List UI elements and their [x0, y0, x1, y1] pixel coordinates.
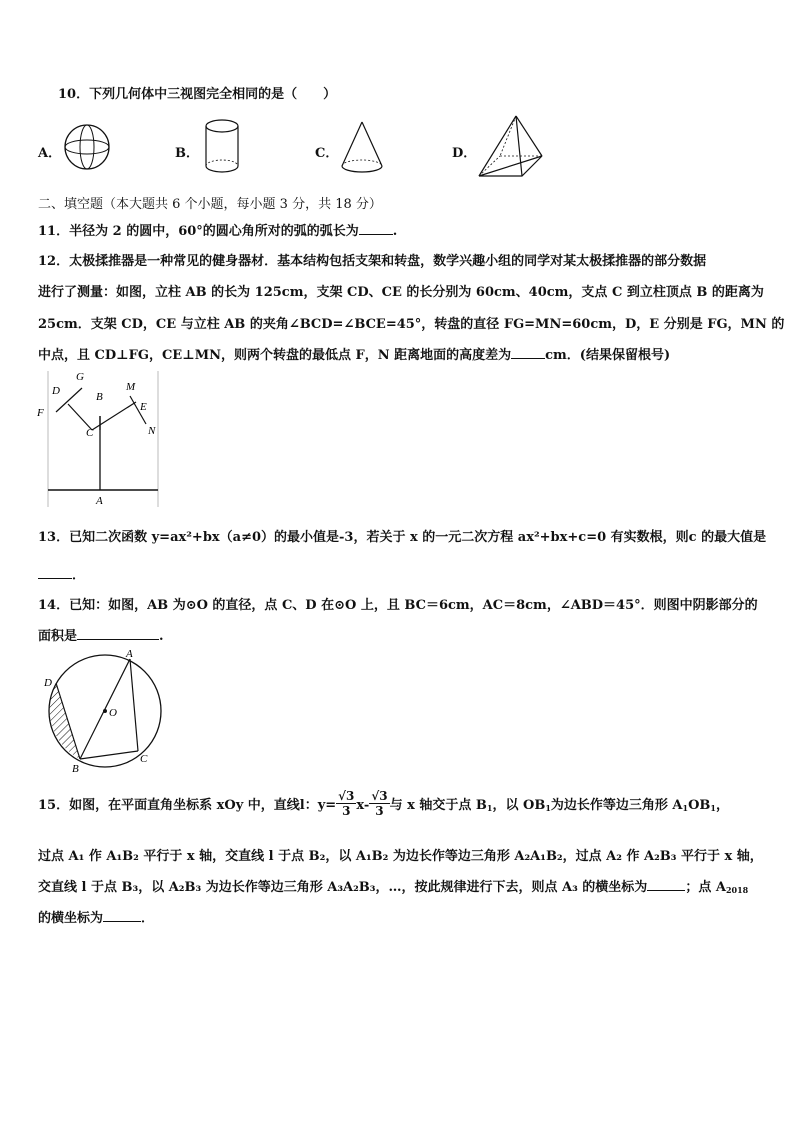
- q15-line-3: [38, 876, 748, 895]
- fig12-label-g: G: [76, 371, 84, 383]
- q12-line-3: 25cm．支架 CD，CE 与立柱 AB 的夹角∠BCD=∠BCE=45°，转盘的直径 FG=MN=60cm，D，E 分别是 FG，MN 的: [38, 317, 785, 332]
- q15-sub-b1: 1: [486, 803, 493, 813]
- fig12-label-b: B: [96, 391, 103, 403]
- q15-sub-a1: 1: [682, 803, 689, 813]
- q15-line-3-text: 交直线 l 于点 B₃，以 A₂B₃ 为边长作等边三角形 A₃A₂B₃，…，按此规律进行下去，则点 A₃ 的横坐标为: [38, 880, 648, 895]
- q15-line-4: [38, 907, 154, 926]
- q15-end: ．: [141, 911, 155, 926]
- fig14-label-o: O: [109, 707, 117, 719]
- fig12-label-a: A: [96, 495, 103, 507]
- fig14-label-c: C: [140, 753, 148, 765]
- q15-post5: ，: [716, 798, 730, 813]
- q13-line-2: [38, 564, 85, 583]
- fig12-label-n: N: [148, 425, 156, 437]
- fig14-label-a: A: [126, 648, 133, 660]
- pyramid-icon: [476, 114, 546, 180]
- q11-end: .: [392, 224, 398, 239]
- section-heading: 二、填空题（本大题共 6 个小题，每小题 3 分，共 18 分）: [38, 197, 382, 212]
- q15-sub-ob1b: 1: [710, 803, 716, 813]
- q14-line-1: 14．已知：如图，AB 为⊙O 的直径，点 C、D 在⊙O 上，且 BC＝6cm，AC＝8cm，∠ABD＝45°．则图中阴影部分的: [38, 598, 758, 613]
- q13-answer-blank[interactable]: [38, 566, 72, 579]
- q15-fraction-2: [369, 789, 389, 818]
- q15-post2: ，以 OB: [492, 798, 546, 813]
- q14-line-2-text: 面积是: [38, 629, 78, 644]
- cylinder-icon: [202, 118, 242, 176]
- sphere-icon: [62, 122, 112, 172]
- q12-tail: cm．(结果保留根号): [545, 348, 671, 363]
- q15-sub-ob1: 1: [545, 803, 551, 813]
- fig14-label-d: D: [44, 677, 52, 689]
- q12-line-2: 进行了测量：如图，立柱 AB 的长为 125cm，支架 CD、CE 的长分别为 60cm、40cm，支点 C 到立柱顶点 B 的距离为: [38, 285, 764, 300]
- q15-frac1-den: 3: [342, 804, 351, 818]
- q15-frac2-den: 3: [375, 804, 384, 818]
- q15-pre: 15．如图，在平面直角坐标系 xOy 中，直线l：y=: [38, 798, 337, 813]
- q11-text: 11．半径为 2 的圆中，60°的圆心角所对的弧的弧长为: [38, 224, 359, 239]
- q12-line-4: [38, 344, 670, 363]
- fig12-label-f: F: [37, 407, 44, 419]
- fig14-label-b: B: [72, 763, 79, 775]
- option-d-label[interactable]: D．: [452, 146, 477, 161]
- q15-mid: x-: [356, 798, 370, 813]
- fig12-label-m: M: [126, 381, 136, 393]
- q13-text: 13．已知二次函数 y=ax²+bx（a≠0）的最小值是-3，若关于 x 的一元二次方程 ax²+bx+c=0 有实数根，则c 的最大值是: [38, 530, 767, 545]
- fig12-label-c: C: [86, 427, 94, 439]
- q15-frac2-num: √3: [371, 789, 388, 803]
- q15-answer-blank-2[interactable]: [103, 909, 141, 922]
- q14-figure: [40, 646, 170, 776]
- q15-answer-blank-1[interactable]: [647, 878, 685, 891]
- fig12-label-d: D: [52, 385, 60, 397]
- q15-sub-2018: 2018: [725, 885, 749, 895]
- option-a-label[interactable]: A．: [38, 146, 62, 161]
- q11: [38, 220, 397, 239]
- q12-line-4-text: 中点，且 CD⊥FG，CE⊥MN，则两个转盘的最低点 F，N 距离地面的高度差为: [38, 348, 512, 363]
- q14-answer-blank[interactable]: [77, 627, 159, 640]
- q14-end: .: [159, 629, 164, 644]
- q12-figure: [34, 368, 164, 510]
- cone-icon: [338, 120, 386, 176]
- q11-answer-blank[interactable]: [359, 222, 393, 235]
- q10-stem: 10．下列几何体中三视图完全相同的是（ ）: [58, 87, 337, 102]
- q15-frac1-num: √3: [338, 789, 355, 803]
- fig12-label-e: E: [140, 401, 147, 413]
- q15-fraction-1: [336, 789, 356, 818]
- q15-post4: OB: [688, 798, 711, 813]
- q15-post3: 为边长作等边三角形 A: [550, 798, 683, 813]
- q15-line-3-tail: ；点 A: [685, 880, 726, 895]
- q12-answer-blank[interactable]: [511, 346, 545, 359]
- option-c-label[interactable]: C．: [315, 146, 339, 161]
- option-b-label[interactable]: B．: [175, 146, 199, 161]
- q15-line-2: 过点 A₁ 作 A₁B₂ 平行于 x 轴，交直线 l 于点 B₂，以 A₁B₂ 为边长作等边三角形 A₂A₁B₂，过点 A₂ 作 A₂B₃ 平行于 x 轴，: [38, 849, 763, 864]
- q15-line-1: [38, 791, 729, 823]
- q12-line-1: 12．太极揉推器是一种常见的健身器材．基本结构包括支架和转盘，数学兴趣小组的同学对某太极揉推器的部分数据: [38, 254, 707, 269]
- q13-end: ．: [72, 568, 86, 583]
- q15-post: 与 x 轴交于点 B: [389, 798, 487, 813]
- q15-line-4-text: 的横坐标为: [38, 911, 104, 926]
- q14-line-2: [38, 625, 164, 644]
